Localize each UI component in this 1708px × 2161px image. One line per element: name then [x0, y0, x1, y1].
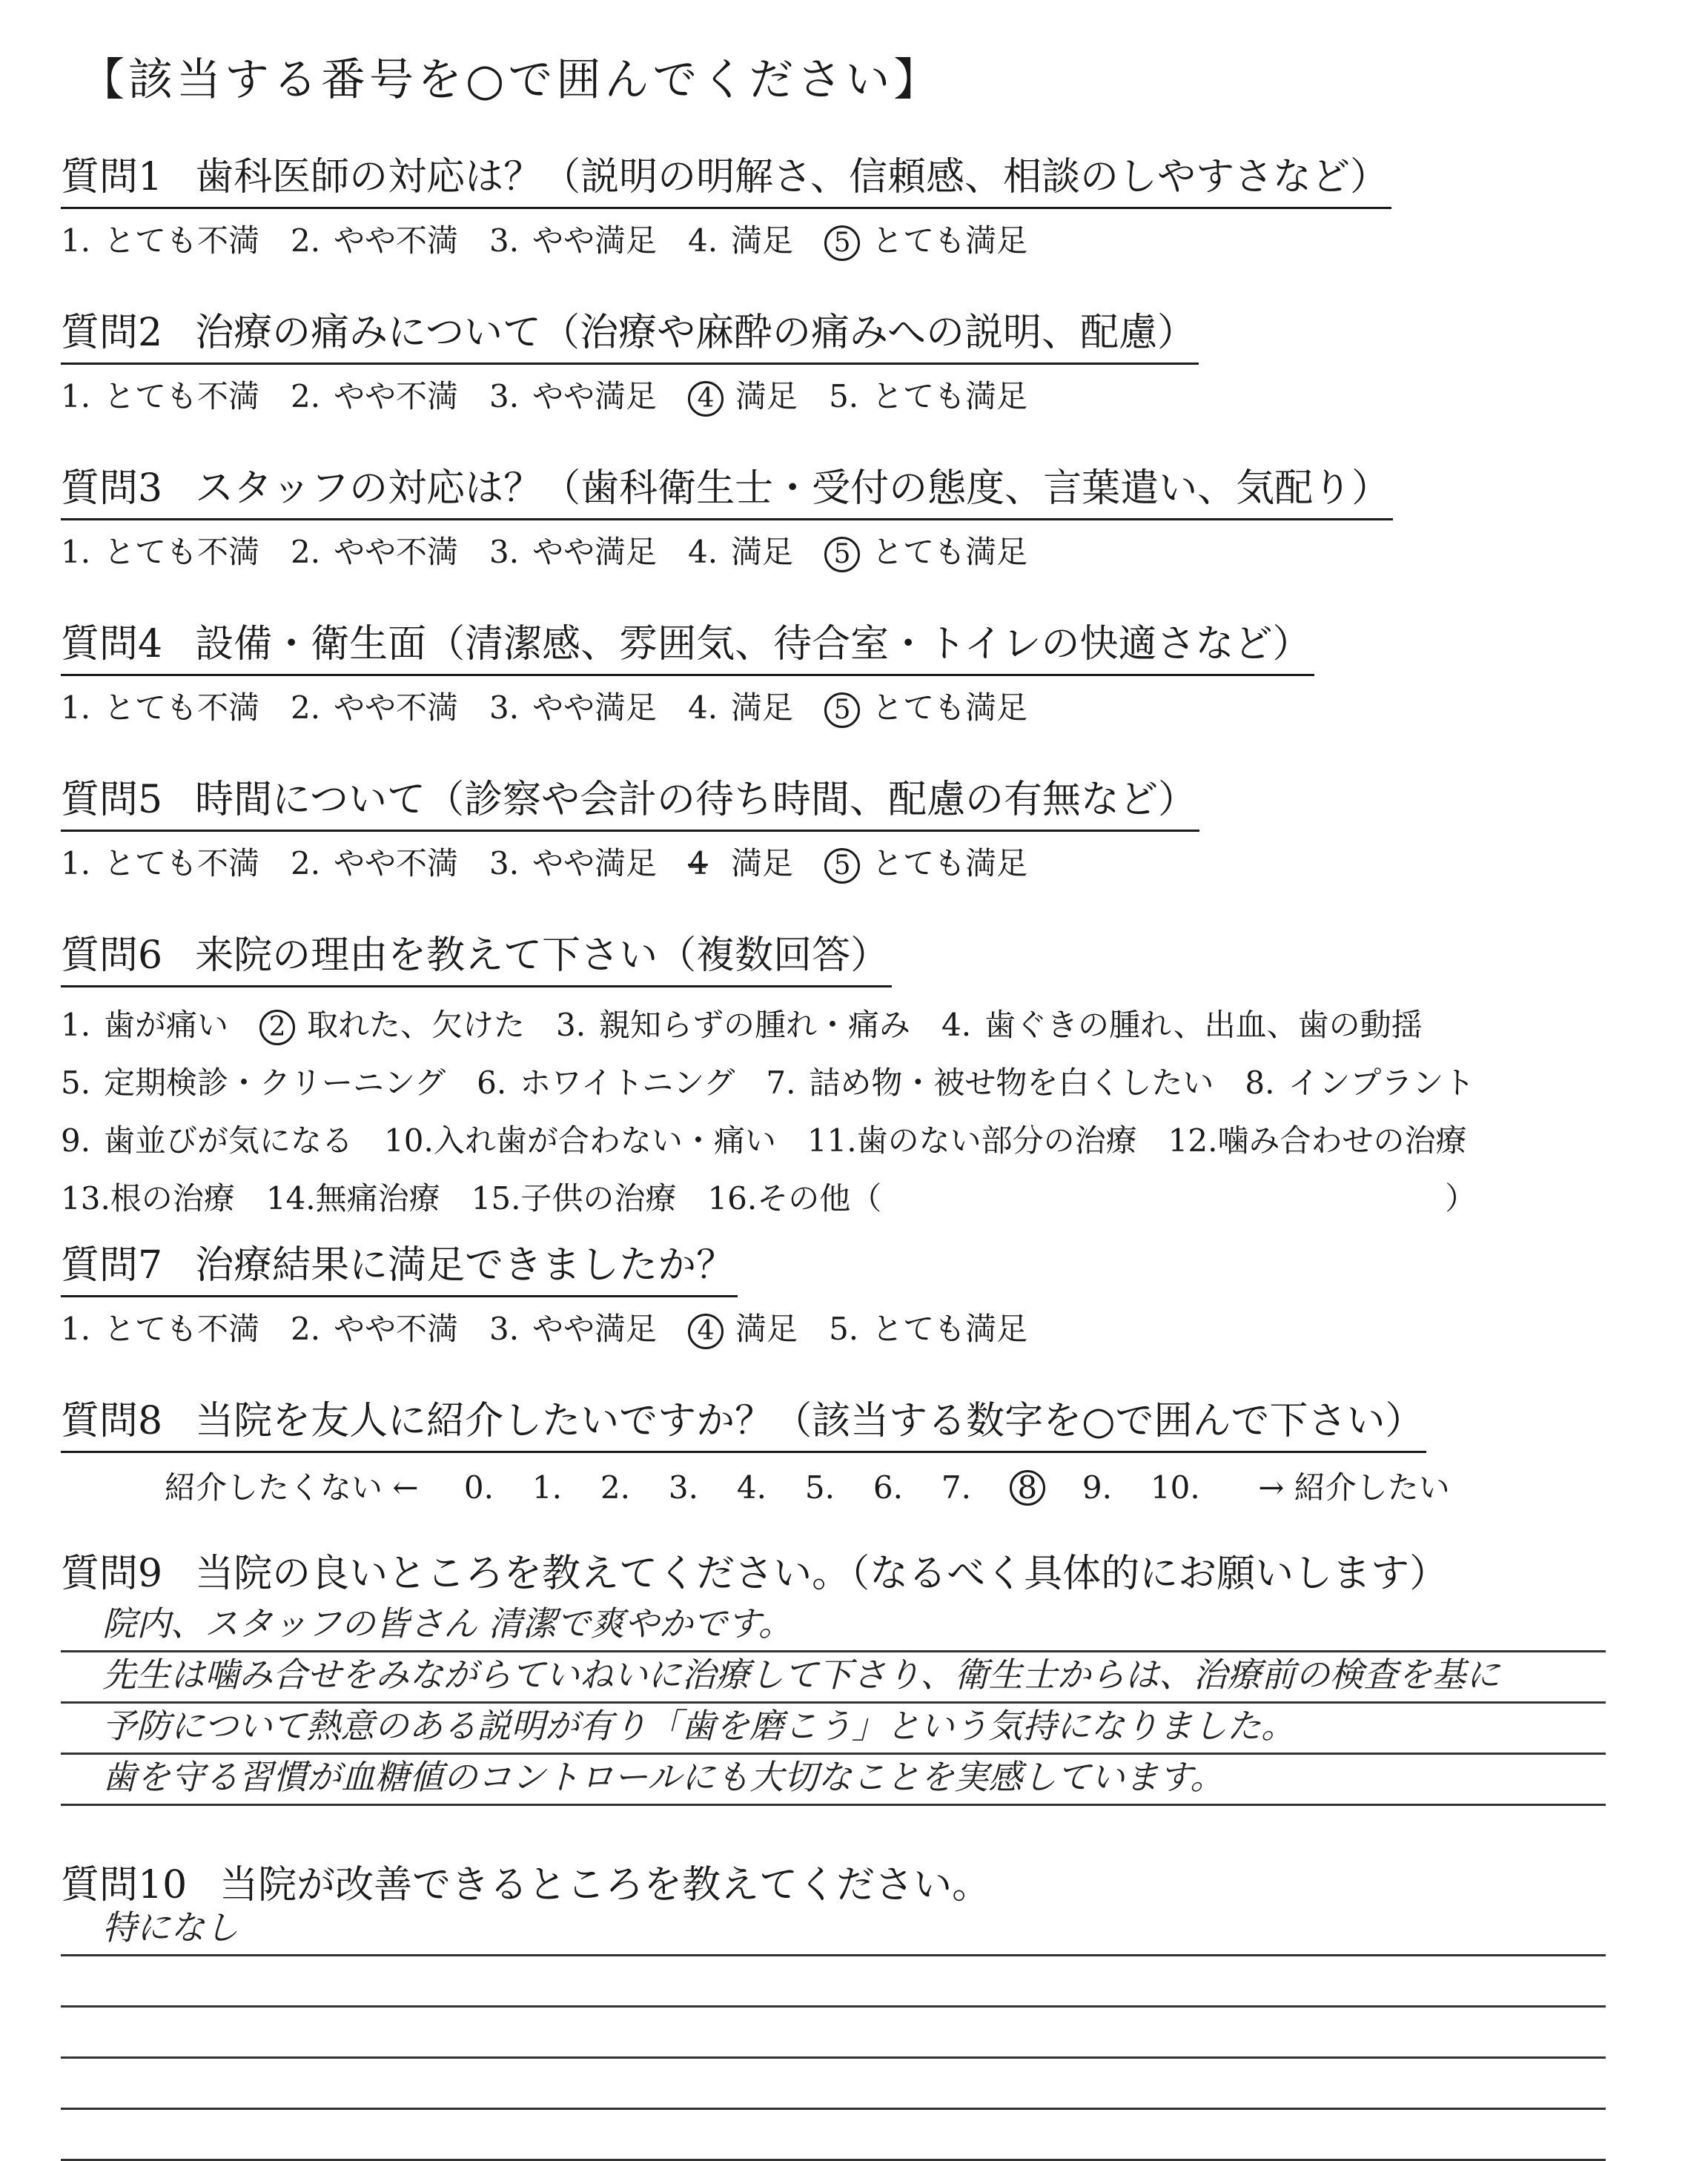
- scale-value: 10.: [1150, 1469, 1200, 1506]
- question-9: [61, 1542, 1451, 1604]
- option-number: 1.: [61, 689, 91, 726]
- option-number: 2.: [291, 689, 321, 726]
- option-number: 3.: [489, 378, 520, 414]
- option-label: 定期検診・クリーニング: [104, 1065, 446, 1101]
- option-label: やや不満: [334, 1311, 459, 1347]
- option-label: やや満足: [532, 689, 658, 726]
- question-5: [61, 768, 1199, 884]
- rating-option: [824, 528, 1027, 572]
- option-number: 4.: [688, 222, 718, 259]
- improvement-answer: [61, 1905, 1606, 2161]
- handwritten-line: 予防について熱意のある説明が有り「歯を磨こう」という気持になりました。: [61, 1704, 1606, 1755]
- rating-option: [688, 528, 793, 572]
- option-label: とても満足: [872, 378, 1028, 414]
- question-label: 質問1: [61, 155, 163, 199]
- scale-value: 4.: [736, 1469, 767, 1506]
- reason-option: [471, 1174, 677, 1219]
- reason-options: [61, 1001, 1507, 1219]
- reason-option: [766, 1059, 1214, 1103]
- option-number: 8.: [1245, 1065, 1275, 1101]
- option-label: インプラント: [1288, 1065, 1475, 1101]
- option-label: 根の治療: [110, 1180, 235, 1217]
- question-text: 来院の理由を教えて下さい（複数回答）: [195, 933, 890, 978]
- option-number: 15.: [471, 1180, 521, 1217]
- scale-values: [464, 1469, 1219, 1506]
- handwritten-line: 歯を守る習慣が血糖値のコントロールにも大切なことを実感しています。: [61, 1755, 1606, 1806]
- handwritten-line: 先生は噛み合せをみながらていねいに治療して下さり、衛生士からは、治療前の検査を基に: [61, 1652, 1606, 1704]
- scale-value: 6.: [873, 1469, 903, 1506]
- rating-option: [61, 839, 259, 884]
- reason-option: [61, 1059, 446, 1103]
- good-points-answer: [61, 1601, 1606, 1806]
- question-label: 質問6: [61, 933, 163, 978]
- rating-option: [61, 1305, 259, 1349]
- option-row: [61, 216, 1391, 261]
- question-heading: [61, 1234, 738, 1297]
- option-label: ホワイトニング: [520, 1065, 735, 1101]
- rating-option: [291, 684, 458, 728]
- option-label: やや満足: [532, 845, 658, 881]
- reason-option: [807, 1116, 1137, 1161]
- rating-option: [61, 216, 259, 261]
- option-label: やや不満: [334, 534, 459, 570]
- handwritten-line: [61, 2059, 1606, 2110]
- option-row: [61, 528, 1393, 572]
- option-number: 1.: [61, 378, 91, 414]
- scale-value: 2.: [600, 1469, 630, 1506]
- question-7: [61, 1234, 1059, 1349]
- option-number: 4.: [688, 689, 718, 726]
- circled-number: 2: [259, 1010, 295, 1045]
- option-label: 子供の治療: [520, 1180, 677, 1217]
- circled-number: 4: [688, 1314, 724, 1349]
- question-text: 設備・衛生面（清潔感、雰囲気、待合室・トイレの快適さなど）: [195, 622, 1311, 666]
- question-text: 治療結果に満足できましたか？: [195, 1243, 735, 1288]
- option-label: やや不満: [334, 689, 459, 726]
- scale-value: 5.: [804, 1469, 835, 1506]
- question-heading: [61, 145, 1391, 209]
- question-label: 質問10: [61, 1863, 188, 1907]
- handwritten-line: [61, 1956, 1606, 2008]
- option-row: [61, 684, 1314, 728]
- rating-option: [688, 372, 798, 417]
- rating-option: [688, 1305, 798, 1349]
- option-number: 3.: [489, 845, 520, 881]
- rating-option: [824, 216, 1027, 261]
- option-label: とても満足: [872, 689, 1028, 726]
- option-number: 3.: [489, 222, 520, 259]
- option-row: [61, 372, 1199, 417]
- question-label: 質問8: [61, 1399, 163, 1443]
- reason-option: [1245, 1059, 1474, 1103]
- option-label: 歯ぐきの腫れ、出血、歯の動揺: [984, 1007, 1423, 1043]
- option-label: とても不満: [104, 534, 260, 570]
- question-heading: [61, 612, 1314, 676]
- option-label: とても満足: [872, 845, 1028, 881]
- option-number: 16.: [707, 1180, 758, 1217]
- option-label: とても不満: [104, 689, 260, 726]
- question-text: スタッフの対応は？（歯科衛生士・受付の態度、言葉遣い、気配り）: [195, 466, 1391, 511]
- reason-option: [941, 1001, 1423, 1045]
- rating-option: [291, 528, 458, 572]
- option-label: やや満足: [532, 1311, 658, 1347]
- reason-row: [61, 1174, 1507, 1219]
- option-number: 7.: [766, 1065, 796, 1101]
- scale-value: 1.: [532, 1469, 562, 1506]
- option-number: 1.: [61, 1311, 91, 1347]
- option-label: とても満足: [872, 534, 1028, 570]
- option-number: 3.: [489, 1311, 520, 1347]
- option-label: とても不満: [104, 378, 260, 414]
- option-label: その他（: [757, 1180, 882, 1217]
- reason-option: [1168, 1116, 1467, 1161]
- rating-option: [291, 1305, 458, 1349]
- option-label: とても不満: [104, 1311, 260, 1347]
- option-number: 6.: [477, 1065, 507, 1101]
- option-label: 満足: [735, 378, 798, 414]
- circled-number: 5: [824, 848, 860, 884]
- option-number: 1.: [61, 222, 91, 259]
- circled-number: 5: [824, 537, 860, 572]
- option-number: 5.: [829, 1311, 859, 1347]
- rating-option: [824, 839, 1027, 884]
- option-label: 満足: [731, 534, 794, 570]
- option-label: やや不満: [334, 845, 459, 881]
- handwritten-line: [61, 2008, 1606, 2059]
- option-number: 1.: [61, 534, 91, 570]
- rating-option: [688, 839, 793, 884]
- option-label: 入れ歯が合わない・痛い: [433, 1122, 776, 1159]
- question-3: [61, 457, 1393, 572]
- rating-option: [489, 528, 657, 572]
- option-label: 満足: [731, 845, 794, 881]
- circled-number: 5: [824, 225, 860, 261]
- option-number: 9.: [61, 1122, 91, 1159]
- option-label: 詰め物・被せ物を白くしたい: [809, 1065, 1214, 1101]
- option-label: 満足: [731, 222, 794, 259]
- other-close-paren: ）: [1445, 1180, 1477, 1217]
- option-label: やや満足: [532, 378, 658, 414]
- question-label: 質問4: [61, 622, 163, 666]
- circled-number: 4: [688, 381, 724, 417]
- rating-option: [291, 216, 458, 261]
- option-number: 10.: [384, 1122, 434, 1159]
- option-number: 3.: [489, 689, 520, 726]
- option-number: 1.: [61, 1007, 91, 1043]
- option-number: 4.: [688, 534, 718, 570]
- option-label: とても満足: [872, 1311, 1028, 1347]
- option-number: 2.: [291, 222, 321, 259]
- option-label: 歯のない部分の治療: [856, 1122, 1137, 1159]
- option-number: 2.: [291, 845, 321, 881]
- question-heading: [61, 457, 1393, 520]
- reason-option: [384, 1116, 776, 1161]
- option-number: 5.: [829, 378, 859, 414]
- question-text: 時間について（診察や会計の待ち時間、配慮の有無など）: [195, 778, 1197, 822]
- question-text: 当院を友人に紹介したいですか？（該当する数字を○で囲んで下さい）: [195, 1399, 1424, 1443]
- option-label: 満足: [731, 689, 794, 726]
- rating-option: [688, 216, 793, 261]
- question-heading: [61, 1542, 1451, 1604]
- option-label: とても不満: [104, 845, 260, 881]
- rating-option: [489, 839, 657, 884]
- option-number: 2.: [291, 1311, 321, 1347]
- handwritten-line: [61, 2110, 1606, 2161]
- option-label: とても満足: [872, 222, 1028, 259]
- question-text: 当院の良いところを教えてください。（なるべく具体的にお願いします）: [195, 1552, 1449, 1596]
- reason-option: [259, 1001, 525, 1045]
- rating-option: [688, 684, 793, 728]
- handwritten-line: 院内、スタッフの皆さん 清潔で爽やかです。: [61, 1601, 1606, 1652]
- recommend-scale: [61, 1463, 1450, 1508]
- rating-option: [829, 1305, 1027, 1349]
- scale-value: 0.: [463, 1469, 494, 1506]
- reason-option: [707, 1174, 1476, 1219]
- option-number: 2.: [291, 534, 321, 570]
- reason-option: [266, 1174, 440, 1219]
- question-8: [61, 1389, 1450, 1508]
- scale-left-label: 紹介したくない ←: [165, 1469, 419, 1506]
- option-number: 4: [688, 845, 708, 881]
- question-4: [61, 612, 1314, 728]
- option-number: 14.: [265, 1180, 316, 1217]
- question-text: 当院が改善できるところを教えてください。: [219, 1863, 991, 1907]
- rating-option: [489, 216, 657, 261]
- rating-option: [291, 839, 458, 884]
- reason-option: [556, 1001, 910, 1045]
- option-label: 満足: [735, 1311, 798, 1347]
- option-row: [61, 839, 1199, 884]
- reason-row: [61, 1059, 1507, 1103]
- option-number: 5.: [61, 1065, 91, 1101]
- question-label: 質問2: [61, 311, 163, 355]
- question-label: 質問3: [61, 466, 163, 511]
- question-heading: [61, 1389, 1426, 1453]
- reason-option: [477, 1059, 735, 1103]
- option-number: 3.: [489, 534, 520, 570]
- rating-option: [489, 372, 657, 417]
- option-label: やや満足: [532, 222, 658, 259]
- option-number: 2.: [291, 378, 321, 414]
- reason-option: [61, 1001, 228, 1045]
- option-number: 1.: [61, 845, 91, 881]
- reason-option: [61, 1116, 353, 1161]
- question-heading: [61, 301, 1199, 365]
- option-label: やや不満: [334, 222, 459, 259]
- option-label: とても不満: [104, 222, 260, 259]
- question-1: [61, 145, 1391, 261]
- scale-value: 3.: [668, 1469, 698, 1506]
- question-heading: [61, 768, 1199, 832]
- question-label: 質問7: [61, 1243, 163, 1288]
- option-label: 噛み合わせの治療: [1217, 1122, 1467, 1159]
- question-heading: [61, 924, 892, 987]
- question-label: 質問5: [61, 778, 163, 822]
- scale-value: 7.: [941, 1469, 971, 1506]
- circled-number: 8: [1010, 1470, 1045, 1506]
- option-label: やや不満: [334, 378, 459, 414]
- scale-value: 9.: [1082, 1469, 1112, 1506]
- option-row: [61, 1305, 1059, 1349]
- option-label: 取れた、欠けた: [307, 1007, 526, 1043]
- reason-row: [61, 1001, 1507, 1045]
- option-number: 13.: [61, 1180, 110, 1217]
- rating-option: [489, 1305, 657, 1349]
- page-title: 【該当する番号を○で囲んでください】: [80, 54, 942, 106]
- reason-option: [61, 1174, 235, 1219]
- option-number: 3.: [556, 1007, 586, 1043]
- rating-option: [489, 684, 657, 728]
- rating-option: [61, 684, 259, 728]
- rating-option: [291, 372, 458, 417]
- rating-option: [61, 372, 259, 417]
- option-number: 11.: [807, 1122, 857, 1159]
- handwritten-line: 特になし: [61, 1905, 1606, 1956]
- question-text: 歯科医師の対応は？（説明の明解さ、信頼感、相談のしやすさなど）: [195, 155, 1389, 199]
- option-label: 親知らずの腫れ・痛み: [599, 1007, 911, 1043]
- option-number: 12.: [1168, 1122, 1218, 1159]
- option-label: 歯並びが気になる: [104, 1122, 354, 1159]
- question-6: [61, 924, 1507, 1219]
- option-label: 歯が痛い: [104, 1007, 229, 1043]
- reason-row: [61, 1116, 1507, 1161]
- scale-right-label: → 紹介したい: [1258, 1469, 1450, 1506]
- question-2: [61, 301, 1199, 417]
- question-label: 質問9: [61, 1552, 163, 1596]
- rating-option: [824, 684, 1027, 728]
- option-label: やや満足: [532, 534, 658, 570]
- rating-option: [829, 372, 1027, 417]
- circled-number: 5: [824, 692, 860, 728]
- rating-option: [61, 528, 259, 572]
- option-label: 無痛治療: [315, 1180, 440, 1217]
- question-text: 治療の痛みについて（治療や麻酔の痛みへの説明、配慮）: [195, 311, 1196, 355]
- option-number: 4.: [941, 1007, 972, 1043]
